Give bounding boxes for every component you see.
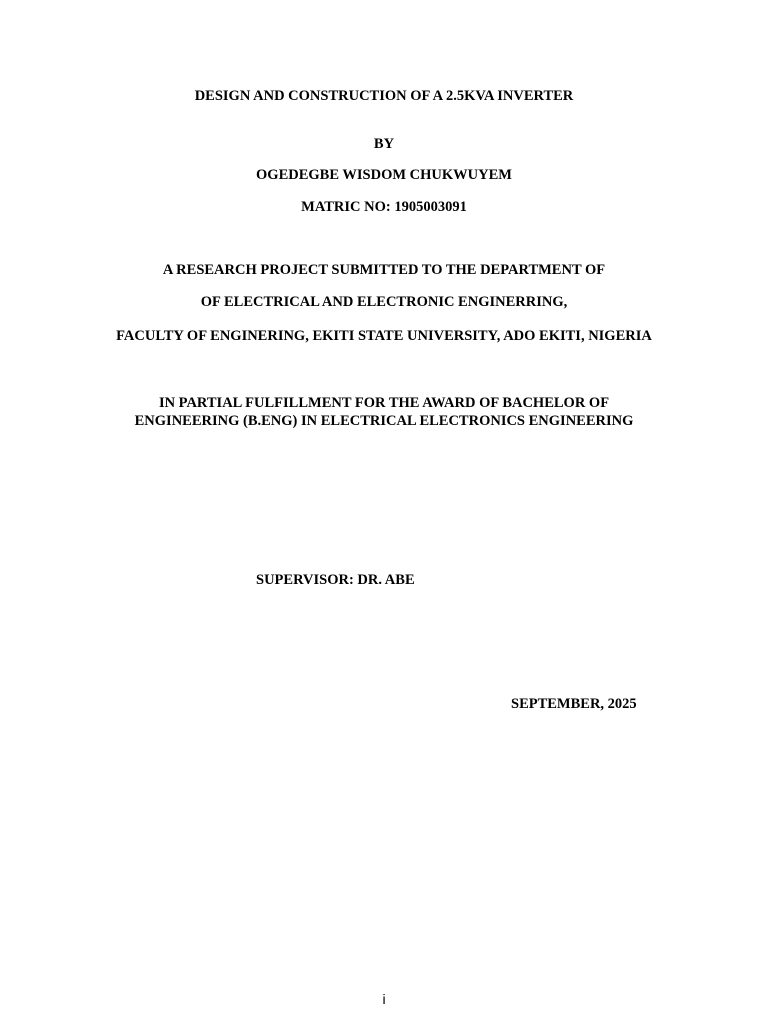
project-title: DESIGN AND CONSTRUCTION OF A 2.5KVA INVERTER: [194, 88, 574, 104]
matric-number: MATRIC NO: 1905003091: [301, 199, 467, 215]
submission-line-3: FACULTY OF ENGINERING, EKITI STATE UNIVERSITY, ADO EKITI, NIGERIA: [116, 328, 652, 344]
supervisor-name: SUPERVISOR: DR. ABE: [256, 572, 415, 588]
submission-line-1: A RESEARCH PROJECT SUBMITTED TO THE DEPARTMENT OF: [162, 262, 606, 278]
submission-date: SEPTEMBER, 2025: [511, 696, 637, 712]
author-name: OGEDEGBE WISDOM CHUKWUYEM: [256, 167, 512, 183]
by-label: BY: [373, 136, 395, 152]
page-number: i: [382, 991, 386, 1007]
fulfillment-line-2: ENGINEERING (B.ENG) IN ELECTRICAL ELECTRONICS ENGINEERING: [134, 413, 634, 429]
submission-line-2: OF ELECTRICAL AND ELECTRONIC ENGINERRING,: [200, 294, 568, 310]
fulfillment-line-1: IN PARTIAL FULFILLMENT FOR THE AWARD OF BACHELOR OF: [158, 395, 610, 411]
fulfillment-statement: [84, 394, 684, 430]
